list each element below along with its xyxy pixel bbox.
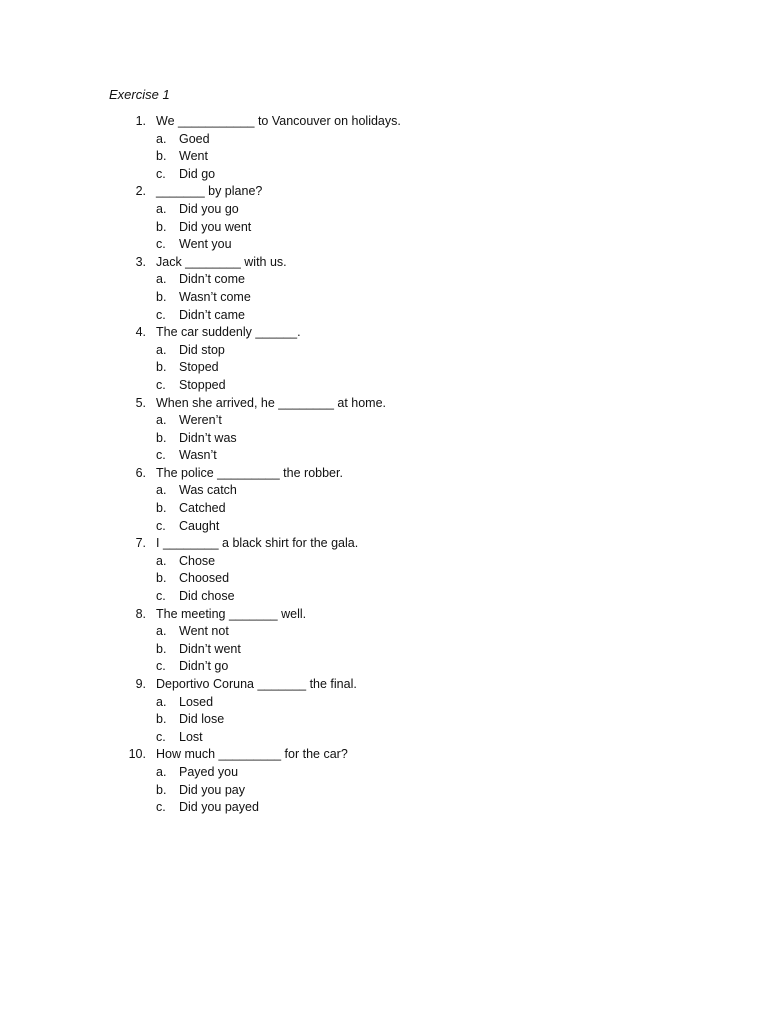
option-text: Went (179, 149, 208, 164)
option-text: Losed (179, 694, 214, 709)
answer-option (0, 148, 768, 166)
question-text: When she arrived, he ________ at home. (156, 395, 387, 410)
question-text: Jack ________ with us. (156, 254, 287, 269)
option-text: Catched (179, 501, 226, 516)
option-text: Did you go (179, 201, 239, 216)
option-text: Didn’t go (179, 659, 229, 674)
option-letter: b. (156, 571, 167, 586)
question-number: 9. (135, 677, 146, 691)
option-text: Did go (179, 166, 216, 181)
answer-option (0, 289, 768, 307)
answer-option (0, 500, 768, 518)
answer-option (0, 271, 768, 289)
option-letter: c. (156, 307, 166, 322)
question-item (0, 254, 768, 272)
option-letter: c. (156, 800, 166, 815)
option-text: Chose (179, 553, 216, 568)
option-letter: c. (156, 518, 166, 533)
answer-option (0, 166, 768, 184)
option-letter: a. (156, 201, 167, 216)
option-letter: c. (156, 659, 166, 674)
question-text: Deportivo Coruna _______ the final. (156, 677, 357, 691)
answer-option (0, 359, 768, 377)
option-letter: b. (156, 430, 167, 445)
answer-option (0, 412, 768, 430)
option-text: Did stop (179, 342, 225, 357)
question-text: The meeting _______ well. (156, 606, 307, 621)
answer-option (0, 307, 768, 325)
option-letter: b. (156, 219, 167, 234)
option-letter: c. (156, 166, 166, 181)
option-text: Didn’t came (179, 307, 245, 322)
answer-option (0, 201, 768, 219)
option-text: Did chose (179, 589, 235, 604)
question-item (0, 183, 768, 201)
option-letter: a. (156, 342, 167, 357)
answer-option (0, 588, 768, 606)
answer-option (0, 342, 768, 360)
question-number: 8. (135, 606, 146, 621)
question-number: 10. (128, 747, 146, 762)
option-letter: c. (156, 589, 166, 604)
answer-option (0, 482, 768, 500)
option-letter: a. (156, 553, 167, 568)
option-text: Weren’t (179, 413, 222, 428)
question-number: 4. (135, 325, 146, 340)
answer-option (0, 782, 768, 800)
question-item (0, 113, 768, 131)
option-text: Stoped (179, 360, 219, 375)
answer-option (0, 658, 768, 676)
option-letter: a. (156, 694, 167, 709)
question-item (0, 324, 768, 342)
answer-option (0, 430, 768, 448)
option-text: Wasn’t come (179, 289, 251, 304)
answer-option (0, 764, 768, 782)
option-letter: b. (156, 712, 167, 727)
option-text: Wasn’t (179, 448, 217, 463)
question-text: The police _________ the robber. (156, 465, 343, 480)
answer-option (0, 641, 768, 659)
answer-option (0, 236, 768, 254)
answer-option (0, 553, 768, 571)
option-text: Stopped (179, 377, 226, 392)
question-item (0, 535, 768, 553)
option-letter: a. (156, 131, 167, 146)
option-letter: b. (156, 782, 167, 797)
option-letter: a. (156, 413, 167, 428)
option-text: Was catch (179, 483, 237, 498)
answer-option (0, 219, 768, 237)
option-letter: b. (156, 641, 167, 656)
question-item (0, 746, 768, 764)
answer-option (0, 694, 768, 712)
answer-option (0, 518, 768, 536)
option-text: Didn’t come (179, 272, 245, 287)
question-number: 5. (135, 395, 146, 410)
answer-option (0, 377, 768, 395)
question-number: 1. (135, 114, 146, 128)
question-text: I ________ a black shirt for the gala. (156, 536, 359, 551)
question-text: The car suddenly ______. (156, 325, 301, 340)
answer-option (0, 799, 768, 817)
option-letter: b. (156, 501, 167, 516)
question-item (0, 395, 768, 413)
question-text: How much _________ for the car? (156, 747, 348, 762)
option-letter: a. (156, 272, 167, 287)
answer-option (0, 623, 768, 641)
question-item (0, 606, 768, 624)
question-number: 2. (135, 184, 146, 199)
question-number: 7. (135, 536, 146, 551)
question-item (0, 465, 768, 483)
answer-option (0, 570, 768, 588)
question-text: _______ by plane? (156, 184, 263, 199)
question-text: We ___________ to Vancouver on holidays. (156, 114, 401, 128)
option-letter: c. (156, 729, 166, 744)
option-text: Payed you (179, 764, 239, 779)
option-letter: a. (156, 764, 167, 779)
option-letter: c. (156, 377, 166, 392)
question-number: 6. (135, 465, 146, 480)
option-text: Goed (179, 131, 210, 146)
answer-option (0, 447, 768, 465)
option-letter: c. (156, 237, 166, 252)
exercise-title: Exercise 1 (109, 87, 170, 102)
option-letter: c. (156, 448, 166, 463)
option-text: Didn’t was (179, 430, 237, 445)
question-item (0, 676, 768, 694)
option-text: Didn’t went (179, 641, 241, 656)
option-letter: b. (156, 289, 167, 304)
question-list (0, 113, 768, 817)
option-letter: a. (156, 483, 167, 498)
answer-option (0, 131, 768, 149)
option-text: Did you payed (179, 800, 259, 815)
option-text: Went you (179, 237, 232, 252)
option-text: Did you went (179, 219, 252, 234)
option-text: Choosed (179, 571, 230, 586)
option-text: Did lose (179, 712, 225, 727)
option-text: Lost (179, 729, 203, 744)
option-text: Did you pay (179, 782, 246, 797)
option-letter: b. (156, 360, 167, 375)
option-letter: a. (156, 624, 167, 639)
question-number: 3. (135, 254, 146, 269)
option-text: Went not (179, 624, 229, 639)
option-letter: b. (156, 149, 167, 164)
answer-option (0, 729, 768, 747)
answer-option (0, 711, 768, 729)
option-text: Caught (179, 518, 220, 533)
